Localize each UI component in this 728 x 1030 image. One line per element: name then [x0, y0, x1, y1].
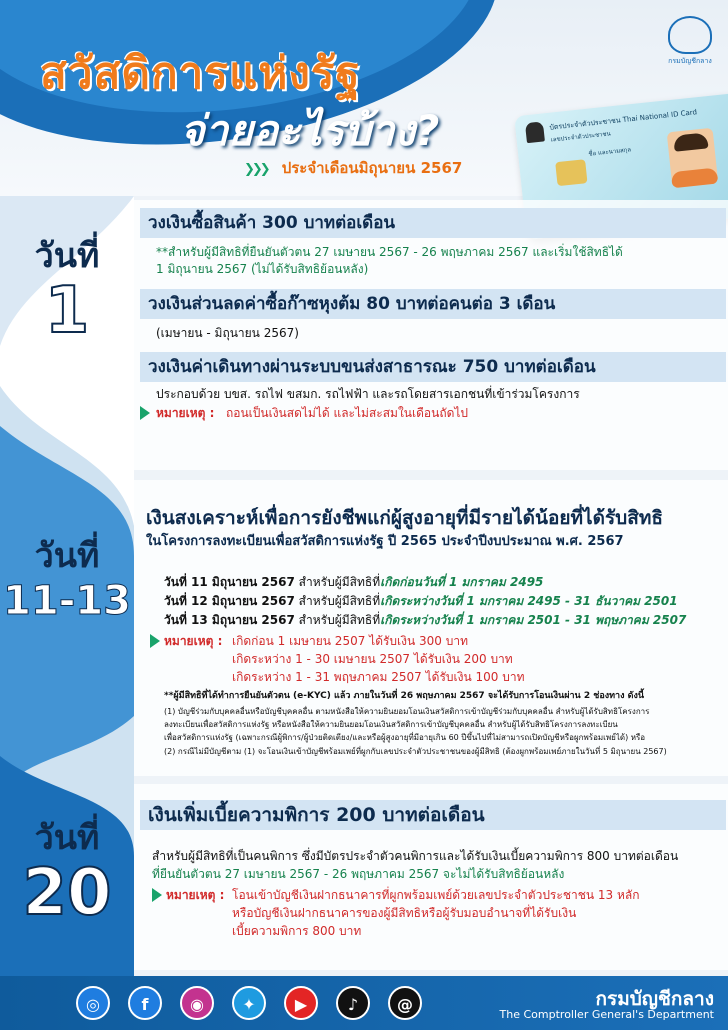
day-20-label: [0, 818, 134, 928]
day-11-13-word: วันที่: [34, 536, 100, 576]
day-1-label: [0, 236, 134, 346]
card-name-label: ชื่อ และนามสกุล: [588, 146, 632, 158]
page-title-line2: จ่ายอะไรบ้าง?: [180, 106, 440, 155]
logo-caption: กรมบัญชีกลาง: [668, 57, 712, 65]
gas-discount-title: วงเงินส่วนลดค่าซื้อก๊าซหุงต้ม 80 บาทต่อคนต่อ 3 เดือน: [140, 289, 726, 319]
remark-arrow-icon: [140, 406, 150, 420]
transport-allowance-title: วงเงินค่าเดินทางผ่านระบบขนส่งสาธารณะ 750 บาทต่อเดือน: [140, 352, 726, 382]
fine-print-2: ลงทะเบียนเพื่อสวัสดิการแห่งรัฐ หรือหนังสือให้ความยินยอมโอนเงินสวัสดิการเข้าบัญชีบุคคลอื่น สำหรับผู้ได้รับสิทธิโครงการลงทะเบียน: [164, 720, 618, 729]
disability-line2: ที่ยืนยันตัวตน 27 เมษายน 2567 - 26 พฤษภาคม 2567 จะไม่ได้รับสิทธิย้อนหลัง: [152, 867, 565, 881]
day-20-remark-label: หมายเหตุ :: [166, 888, 225, 902]
fine-print-3: เพื่อสวัสดิการแห่งรัฐ (เฉพาะกรณีผู้พิการ/ผู้ป่วยติดเตียง/และหรือผู้สูงอายุที่มีอายุเกิน 60 ปีขึ้นไปที่ไม่สามารถเปิดบัญชีหรือผูกพร้อมเพย์ได้) หรือ: [164, 733, 646, 742]
disability-line1: สำหรับผู้มีสิทธิที่เป็นคนพิการ ซึ่งมีบัตรประจำตัวคนพิการและได้รับเงินเบี้ยความพิการ 800 บาทต่อเดือน: [152, 849, 679, 863]
card-number-label: เลขประจำตัวประชาชน: [550, 130, 611, 144]
page-title-line1: สวัสดิการแห่งรัฐ: [40, 48, 361, 99]
day-20-remark-3: เบี้ยความพิการ 800 บาท: [232, 924, 362, 938]
threads-icon[interactable]: @: [388, 986, 422, 1020]
day-1-word: วันที่: [34, 236, 100, 276]
day-1-remark-text: ถอนเป็นเงินสดไม่ได้ และไม่สะสมในเดือนถัดไป: [226, 406, 469, 420]
garuda-emblem-icon: [668, 16, 712, 54]
grocery-allowance-title: วงเงินซื้อสินค้า 300 บาทต่อเดือน: [140, 208, 726, 238]
day-20-remark-1: โอนเข้าบัญชีเงินฝากธนาคารที่ผูกพร้อมเพย์ด้วยเลขประจำตัวประชาชน 13 หลัก: [232, 888, 640, 902]
fine-print-4: (2) กรณีไม่มีบัญชีตาม (1) จะโอนเงินเข้าบัญชีพร้อมเพย์ที่ผูกกับเลขประจำตัวประชาชนของผู้มีสิทธิ (ต้องผูกพร้อมเพย์ภายในวันที่ 5 มิถุนายน 2567): [164, 747, 667, 756]
twitter-icon[interactable]: ✦: [232, 986, 266, 1020]
fine-print-1: (1) บัญชีร่วมกับบุคคลอื่นหรือบัญชีบุคคลอื่น ตามหนังสือให้ความยินยอมโอนเงินสวัสดิการเข้าบัญชีร่วมกับบุคคลอื่น สำหรับผู้ได้รับสิทธิโครงการ: [164, 707, 650, 716]
card-photo-icon: [667, 128, 719, 189]
day-20-number: 20: [22, 856, 112, 930]
cgd-logo: [666, 16, 714, 66]
card-crest-icon: [525, 121, 545, 143]
disability-allowance-title: เงินเพิ่มเบี้ยความพิการ 200 บาทต่อเดือน: [140, 800, 726, 830]
day-11-remark-1: เกิดก่อน 1 เมษายน 2507 ได้รับเงิน 300 บาท: [232, 634, 469, 648]
day-20-remark-2: หรือบัญชีเงินฝากธนาคารของผู้มีสิทธิหรือผู้รับมอบอำนาจที่ได้รับเงิน: [232, 906, 577, 920]
tiktok-icon[interactable]: ♪: [336, 986, 370, 1020]
gas-discount-note: (เมษายน - มิถุนายน 2567): [156, 326, 299, 340]
facebook-icon[interactable]: f: [128, 986, 162, 1020]
ekyc-note: **ผู้มีสิทธิที่ได้ทำการยืนยันตัวตน (e-KYC) แล้ว ภายในวันที่ 26 พฤษภาคม 2567 จะได้รับการโอนเงินผ่าน 2 ช่องทาง ดังนี้: [164, 691, 645, 701]
remark-arrow-icon: [152, 888, 162, 902]
footer-dept-english: The Comptroller General's Department: [499, 1008, 714, 1021]
schedule-row-11: วันที่ 11 มิถุนายน 2567 สำหรับผู้มีสิทธิที่เกิดก่อนวันที่ 1 มกราคม 2495: [164, 575, 544, 589]
day-11-remark-label: หมายเหตุ :: [164, 634, 223, 648]
month-label: ❯❯❯ ประจำเดือนมิถุนายน 2567: [244, 159, 463, 177]
day-11-13-label: [0, 536, 134, 626]
remark-arrow-icon: [150, 634, 160, 648]
elderly-allowance-title: เงินสงเคราะห์เพื่อการยังชีพแก่ผู้สูงอายุที่มีรายได้น้อยที่ได้รับสิทธิ: [146, 507, 663, 529]
transport-note: ประกอบด้วย บขส. รถไฟ ขสมก. รถไฟฟ้า และรถโดยสารเอกชนที่เข้าร่วมโครงการ: [156, 387, 580, 401]
day-20-word: วันที่: [34, 818, 100, 858]
day-11-remark-2: เกิดระหว่าง 1 - 30 เมษายน 2507 ได้รับเงิน 200 บาท: [232, 652, 513, 666]
schedule-row-13: วันที่ 13 มิถุนายน 2567 สำหรับผู้มีสิทธิที่เกิดระหว่างวันที่ 1 มกราคม 2501 - 31 พฤษภาคม 2507: [164, 613, 687, 627]
day-11-remark-3: เกิดระหว่าง 1 - 31 พฤษภาคม 2507 ได้รับเงิน 100 บาท: [232, 670, 525, 684]
footer-dept-thai: กรมบัญชีกลาง: [595, 988, 714, 1010]
card-chip-icon: [555, 159, 587, 186]
day-1-remark-label: หมายเหตุ :: [156, 406, 215, 420]
chevrons-icon: ❯❯❯: [244, 162, 268, 177]
elderly-allowance-subtitle: ในโครงการลงทะเบียนเพื่อสวัสดิการแห่งรัฐ ปี 2565 ประจำปีงบประมาณ พ.ศ. 2567: [146, 534, 624, 549]
grocery-note-line1: **สำหรับผู้มีสิทธิที่ยืนยันตัวตน 27 เมษายน 2567 - 26 พฤษภาคม 2567 และเริ่มใช้สิทธิได้: [156, 245, 623, 259]
schedule-row-12: วันที่ 12 มิถุนายน 2567 สำหรับผู้มีสิทธิที่เกิดระหว่างวันที่ 1 มกราคม 2495 - 31 ธันวาคม 2501: [164, 594, 678, 608]
grocery-note-line2: 1 มิถุนายน 2567 (ไม่ได้รับสิทธิย้อนหลัง): [156, 262, 369, 276]
dribbble-icon[interactable]: ◎: [76, 986, 110, 1020]
instagram-icon[interactable]: ◉: [180, 986, 214, 1020]
youtube-icon[interactable]: ▶: [284, 986, 318, 1020]
card-title: บัตรประจำตัวประชาชน Thai National ID Card: [549, 108, 698, 132]
day-1-number: 1: [44, 274, 90, 348]
day-11-13-number: 11-13: [3, 578, 131, 624]
